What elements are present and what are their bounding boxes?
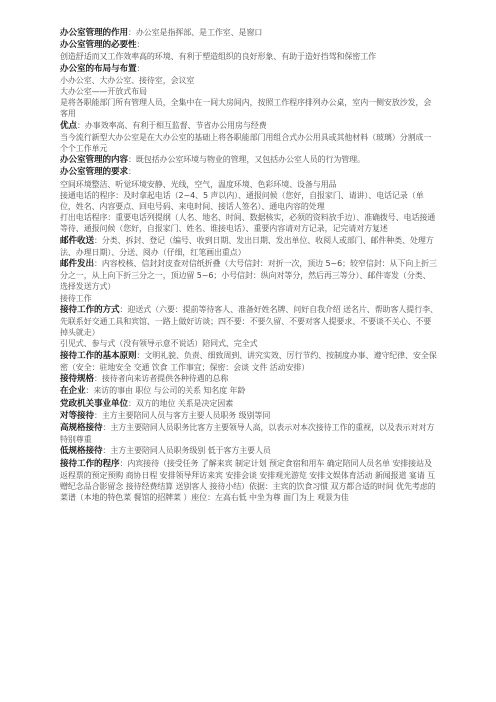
body-text: ：主方主要陪同人员与客方主要人员职务 级别等同 (93, 410, 271, 420)
bold-heading: 在企业 (60, 386, 86, 397)
body-text: 是将各职能部门所有管理人员，全集中在一间大房间内，按照工作程序排列办公桌，室内一侧安放沙发，会客用 (60, 98, 432, 119)
bold-heading: 优点 (60, 120, 77, 131)
text-paragraph (60, 338, 438, 349)
body-text: 空间环境整洁、听觉环境安静、光线，空气，温度环境、色彩环境、设备与用品 (60, 179, 337, 189)
bold-heading: 对等接待 (60, 410, 94, 421)
body-text: ：主方主要陪同人员职务比客方主要领导人高，以表示对本次接待工作的重视，以及表示对对方特别尊重 (60, 422, 435, 445)
bold-heading: 党政机关事业单位 (60, 398, 128, 409)
body-text: ：办事效率高、有利于相互监督、节省办公用房与经费 (77, 120, 267, 130)
text-paragraph (60, 458, 438, 504)
bold-heading: 接待工作的基本原则 (60, 350, 137, 361)
body-text: ：文明礼貌、负责、细致周到、讲究实效、厉行节约、按制度办事、遵守纪律、安全保密（安全：驻地安全 交通 饮食 工作事宜；保密：会谈 文件 活动安排） (60, 350, 437, 372)
body-text: 接通电话的程序：及时拿起电话（2~4、5 声以内）、通报问候（您好，自报家门、请讲）、电话记录（单位，姓名、内容要点、回电号码、来电时间、接话人签名）、通电内容的处理 (60, 190, 424, 212)
body-text: 引见式、参与式（没有领导示意不说话）陪同式、完全式 (60, 339, 258, 349)
text-paragraph (60, 445, 438, 457)
body-text: 打出电话程序：重要电话列提纲（人名、地名、时间、数据核实，必须的资料放手边）、准确拨号、电话接通等待、通报问候（您好，自报家门、姓名、谁接电话）、重要内容请对方记录，记完请对方复述 (60, 213, 436, 234)
text-paragraph (60, 63, 438, 75)
text-paragraph (60, 120, 438, 132)
body-text: ：迎送式（六要：提前等待客人、准备好姓名牌、问好自我介绍 送名片、帮助客人提行李、先联系好交通工具和宾馆、一路上做好访谈；四不要：不要久留、不要对客人提要求、不要谈不关心、不要掉头就走） (60, 304, 438, 338)
text-paragraph (60, 97, 438, 119)
text-paragraph (60, 373, 438, 385)
text-paragraph (60, 258, 438, 293)
bold-heading: 办公室管理的必要性 (60, 40, 137, 51)
text-paragraph (60, 350, 438, 373)
text-paragraph (60, 410, 438, 422)
body-text: 创造舒适而又工作效率高的环境、有利于塑造组织的良好形象、有助于造好挡驾和保密工作 (60, 52, 376, 62)
text-paragraph (60, 166, 438, 178)
text-paragraph (60, 27, 438, 39)
text-paragraph (60, 293, 438, 304)
document-page (60, 27, 438, 503)
text-paragraph (60, 39, 438, 51)
text-paragraph (60, 75, 438, 86)
body-text: ： (127, 167, 136, 177)
body-text: ：来访的事由 职位 与公司的关系 知名度 年龄 (85, 386, 246, 396)
body-text: ： (136, 63, 145, 73)
bold-heading: 接待规格 (60, 374, 94, 385)
bold-heading: 办公室管理的作用 (60, 28, 128, 38)
body-text: ：既包括办公室环境与物业的管理，又包括办公室人员的行为管理。 (127, 155, 365, 165)
body-text: 接待工作 (60, 293, 92, 303)
bold-heading: 邮件收送 (60, 235, 94, 246)
body-text: ：办公室是指挥部、是工作室、是窗口 (127, 28, 263, 37)
bold-heading: 高规格接待 (60, 422, 103, 433)
text-paragraph (60, 212, 438, 234)
body-text: 当今流行新型大办公室是在大办公室的基础上将各职能部门用组合式办公用具或其他材料（玻璃）分割成一个个工作单元 (60, 132, 432, 154)
bold-heading: 邮件发出 (60, 259, 94, 270)
body-text: ：内宾接待（接受任务 了解来宾 制定计划 预定食宿和用车 确定陪同人员名单 安排接站及返程票的预定预购 商协日程 安排领导拜访来宾 安排会谈 安排观光游览 安排文娱体育活动 新闻报道 宴请 互赠纪念品合影留念 接待经费结算 送别客人 接待小结）依据：主宾的饮食习惯 双方都合适的时间 优先考虑的菜谱（本地的特色菜 餐馆的招牌菜 ）座位：左高右低 中坐为尊 面门为上 观景为佳 (60, 458, 436, 503)
text-paragraph (60, 385, 438, 397)
text-paragraph (60, 398, 438, 410)
body-text: 大办公室——开放式布局 (60, 87, 147, 97)
bold-heading: 办公室管理的内容 (60, 155, 128, 166)
bold-heading: 接待工作的方式 (60, 304, 120, 315)
body-text: ：双方的地位 关系是决定因素 (127, 398, 234, 408)
bold-heading: 办公室管理的要求 (60, 167, 128, 178)
body-text: ：主方主要陪同人员职务级别 低于客方主要人员 (102, 446, 271, 456)
text-paragraph (60, 86, 438, 97)
text-paragraph (60, 235, 438, 258)
text-paragraph (60, 422, 438, 445)
body-text: ：内容校核、信封封皮查对信纸折叠（大号信封：对折一次，顶边 5~6；较窄信封：从下向上折三分之一，从上向下折三分之一，顶边留 5~6；小号信封：纵向对等分，然后再三等分）、邮件寄发（分类、选择发送方式） (60, 259, 437, 292)
text-paragraph (60, 179, 438, 190)
text-paragraph (60, 304, 438, 339)
text-paragraph (60, 132, 438, 154)
text-paragraph (60, 190, 438, 212)
bold-heading: 办公室的布局与布置 (60, 63, 137, 74)
body-text: ：接待者向来访者提供各种待遇的总称 (93, 374, 229, 384)
text-paragraph (60, 51, 438, 62)
text-paragraph (60, 154, 438, 166)
body-text: 小办公室、大办公室、接待室，会议室 (60, 75, 195, 85)
body-text: ： (136, 40, 145, 50)
bold-heading: 低规格接待 (60, 446, 103, 457)
bold-heading: 接待工作的程序 (60, 458, 120, 469)
body-text: ：分类、拆封、登记（编号、收到日期、发出日期、发出单位、收阅人或部门、邮件种类、处理方法、办理日期）、分送、阅办（仔细，红笔画出重点） (60, 235, 434, 257)
